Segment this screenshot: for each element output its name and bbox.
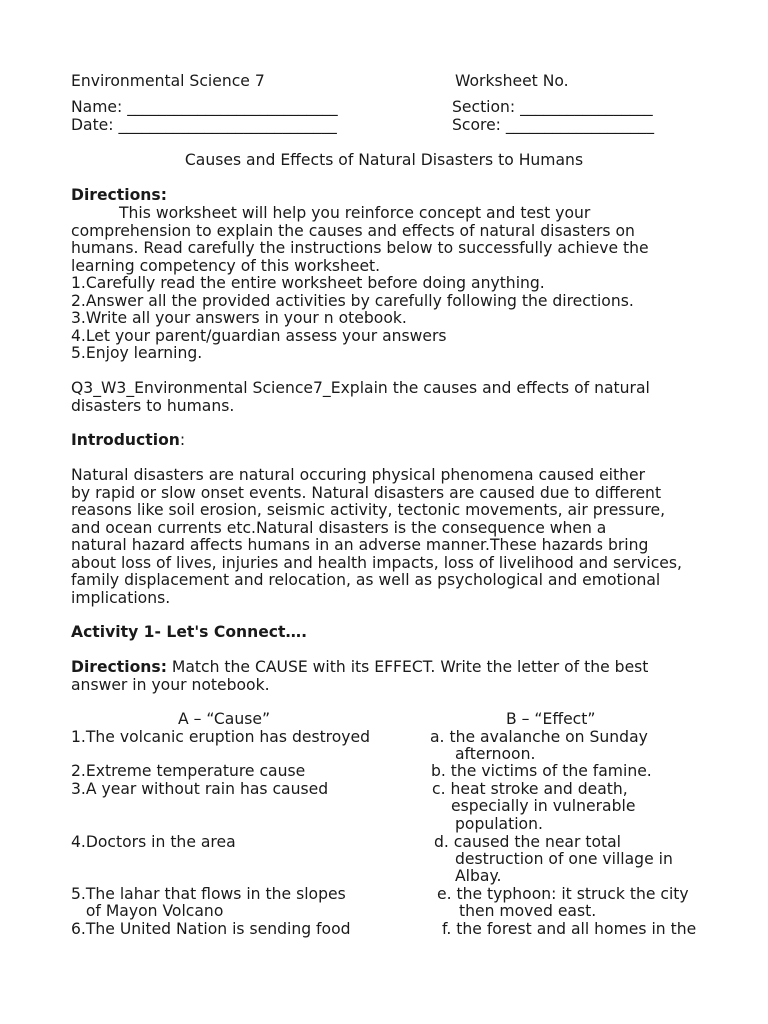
competency-code (71, 380, 731, 415)
directions-step: 2.Answer all the provided activities by carefully following the directions. (71, 291, 634, 310)
cause-item: 4.Doctors in the area (71, 833, 236, 851)
activity-directions-line2: answer in your notebook. (71, 676, 270, 694)
worksheet-title: Causes and Effects of Natural Disasters to Humans (184, 151, 584, 169)
effect-item: b. the victims of the famine. (431, 762, 652, 780)
effect-item: c. heat stroke and death, (432, 780, 628, 798)
competency-line: Q3_W3_Environmental Science7_Explain the causes and effects of natural (71, 379, 650, 397)
name-field[interactable]: Name: ___________________________ (71, 98, 338, 116)
introduction-line: implications. (71, 588, 171, 607)
introduction-heading-label: Introduction (71, 431, 180, 449)
directions-line: humans. Read carefully the instructions below to successfully achieve the (71, 239, 649, 257)
introduction-heading-colon: : (179, 431, 186, 449)
activity-directions-text: Match the CAUSE with its EFFECT. Write the letter of the best (166, 658, 649, 676)
cause-item: 5.The lahar that flows in the slopes (71, 885, 346, 903)
cause-item: 1.The volcanic eruption has destroyed (71, 728, 371, 746)
worksheet-number: Worksheet No. (455, 72, 569, 90)
effect-item-continued: destruction of one village in (455, 850, 673, 868)
directions-line: learning competency of this worksheet. (71, 256, 381, 275)
cause-item-continued: of Mayon Volcano (71, 902, 224, 920)
cause-item: 6.The United Nation is sending food (71, 920, 351, 938)
directions-line: This worksheet will help you reinforce concept and test your (119, 204, 591, 222)
directions-step: 3.Write all your answers in your n otebook. (71, 309, 407, 327)
introduction-line: natural hazard affects humans in an adverse manner.These hazards bring (71, 536, 649, 554)
directions-step: 5.Enjoy learning. (71, 344, 203, 362)
introduction-line: Natural disasters are natural occuring physical phenomena caused either (71, 466, 646, 484)
effect-item: f. the forest and all homes in the (442, 920, 697, 938)
introduction-line: about loss of lives, injuries and health impacts, loss of livelihood and services, (71, 553, 682, 572)
subject-title: Environmental Science 7 (71, 72, 265, 90)
competency-line: disasters to humans. (71, 396, 235, 415)
activity-heading: Activity 1- Let's Connect…. (71, 623, 308, 641)
introduction-heading (71, 432, 185, 450)
directions-step: 1.Carefully read the entire worksheet before doing anything. (71, 274, 545, 292)
date-field[interactable]: Date: ____________________________ (71, 116, 337, 134)
cause-item: 3.A year without rain has caused (71, 780, 329, 798)
effect-column-header: B – “Effect” (506, 710, 596, 728)
directions-heading: Directions: (71, 186, 167, 204)
effect-item-continued: Albay. (455, 867, 502, 885)
activity-directions-label: Directions: (71, 658, 167, 676)
directions-body (71, 205, 731, 363)
introduction-line: reasons like soil erosion, seismic activity, tectonic movements, air pressure, (71, 501, 666, 519)
section-field[interactable]: Section: _________________ (452, 98, 653, 116)
effect-item: a. the avalanche on Sunday (430, 728, 648, 746)
introduction-line: and ocean currents etc.Natural disasters is the consequence when a (71, 518, 607, 537)
effect-item-continued: especially in vulnerable (451, 797, 636, 815)
introduction-body (71, 467, 731, 607)
cause-column-header: A – “Cause” (178, 710, 271, 728)
cause-item: 2.Extreme temperature cause (71, 762, 306, 780)
effect-item-continued: then moved east. (459, 902, 597, 920)
directions-line: comprehension to explain the causes and effects of natural disasters on (71, 221, 635, 240)
directions-step: 4.Let your parent/guardian assess your answers (71, 326, 447, 345)
introduction-line: family displacement and relocation, as well as psychological and emotional (71, 571, 661, 589)
score-field[interactable]: Score: ___________________ (452, 116, 655, 134)
effect-item: d. caused the near total (434, 833, 622, 851)
effect-item-continued: afternoon. (455, 745, 536, 763)
activity-directions (71, 659, 648, 677)
effect-item-continued: population. (455, 815, 543, 833)
introduction-line: by rapid or slow onset events. Natural disasters are caused due to different (71, 483, 662, 502)
effect-item: e. the typhoon: it struck the city (437, 885, 689, 903)
